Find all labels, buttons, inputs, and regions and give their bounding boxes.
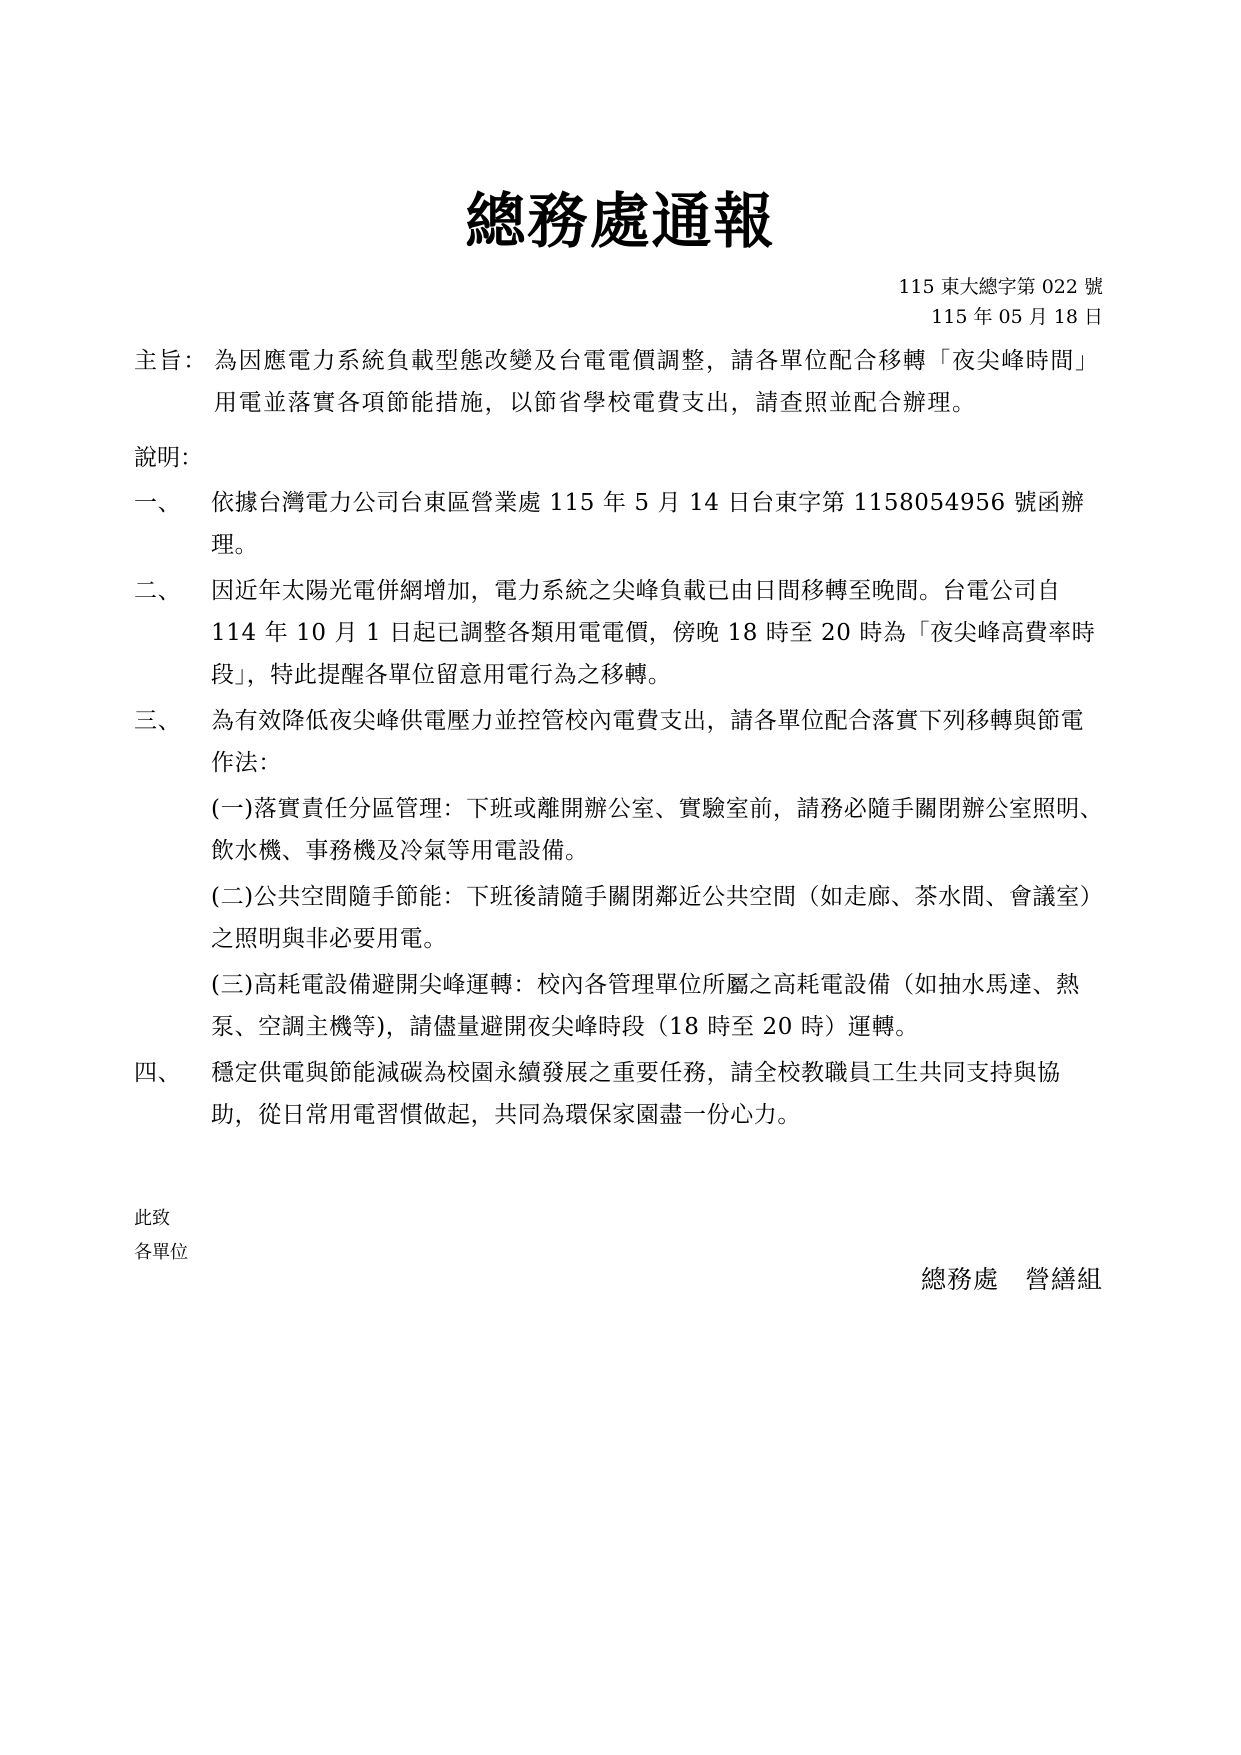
item-number: 二、 (134, 578, 182, 604)
subject-text: 為因應電力系統負載型態改變及台電電價調整，請各單位配合移轉「夜尖峰時間」用電並落實各項節能措施，以節省學校電費支出，請查照並配合辦理。 (214, 348, 1100, 416)
item-text: 穩定供電與節能減碳為校園永續發展之重要任務，請全校教職員工生共同支持與協助，從日常用電習慣做起，共同為環保家園盡一份心力。 (211, 1060, 1061, 1128)
subject-paragraph (134, 340, 1104, 424)
closing-salutation: 此致 (134, 1208, 170, 1229)
sub-item-3: (三)高耗電設備避開尖峰運轉：校內各管理單位所屬之高耗電設備（如抽水馬達、熱泵、空調主機等)，請儘量避開夜尖峰時段（18 時至 20 時）運轉。 (211, 972, 1080, 1040)
item-number: 三、 (134, 708, 182, 734)
document-number: 115 東大總字第 022 號 (898, 276, 1103, 298)
closing-block (134, 1202, 188, 1270)
sub-item-1: (一)落實責任分區管理：下班或離開辦公室、實驗室前，請務必隨手關閉辦公室照明、飲水機、事務機及冷氣等用電設備。 (211, 796, 1104, 864)
explanation-item-3 (134, 700, 1104, 1048)
signature: 總務處 營繕組 (920, 1265, 1103, 1294)
document-number-block (898, 272, 1103, 332)
item-text: 為有效降低夜尖峰供電壓力並控管校內電費支出，請各單位配合落實下列移轉與節電作法： (211, 708, 1085, 776)
explanation-item-1 (134, 482, 1104, 566)
explanation-item-4 (134, 1052, 1104, 1136)
explanation-item-2 (134, 570, 1104, 696)
sub-item-2: (二)公共空間隨手節能：下班後請隨手關閉鄰近公共空間（如走廊、茶水間、會議室）之照明與非必要用電。 (211, 884, 1104, 952)
item-text: 依據台灣電力公司台東區營業處 115 年 5 月 14 日台東字第 1158054956 號函辦理。 (211, 490, 1085, 558)
document-date: 115 年 05 月 18 日 (931, 306, 1103, 328)
subject-label: 主旨： (134, 348, 208, 374)
document-body (134, 340, 1104, 1136)
item-number: 四、 (134, 1060, 182, 1086)
explanation-label: 說明： (134, 445, 203, 471)
item-text: 因近年太陽光電併網增加，電力系統之尖峰負載已由日間移轉至晚間。台電公司自 114 年 10 月 1 日起已調整各類用電電價，傍晚 18 時至 20 時為「夜尖峰高費率時段」，特此提醒各單位留意用電行為之移轉。 (211, 578, 1096, 688)
closing-recipient: 各單位 (134, 1242, 188, 1263)
document-title: 總務處通報 (465, 187, 776, 257)
item-number: 一、 (134, 490, 182, 516)
